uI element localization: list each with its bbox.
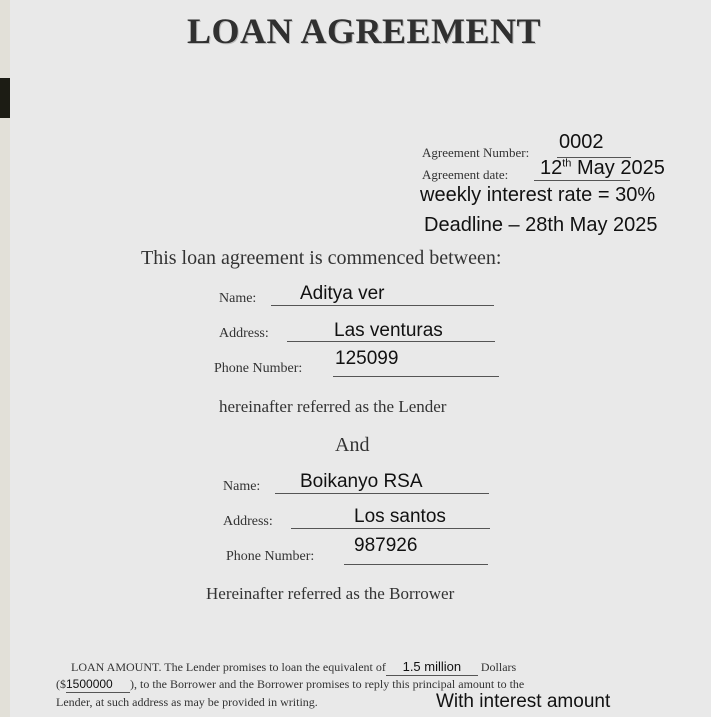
loan-amount-text-1: The Lender promises to loan the equivalent of [164, 660, 386, 674]
agreement-date-label: Agreement date: [422, 167, 509, 182]
borrower-address-line [291, 528, 490, 529]
loan-amount-paren: ($ [56, 677, 66, 691]
intro-text: This loan agreement is commenced between: [141, 247, 502, 269]
agreement-date-suffix: th [562, 157, 572, 170]
lender-name-value: Aditya ver [300, 283, 385, 304]
loan-amount-heading: LOAN AMOUNT. [71, 660, 162, 674]
lender-name-label: Name: [219, 291, 257, 306]
agreement-date-value [540, 157, 665, 180]
borrower-address-label: Address: [223, 514, 273, 529]
loan-amount-text-2: ), to the Borrower and the Borrower promises to reply this principal amount to the [130, 677, 525, 691]
loan-amount-number: 1500000 [66, 677, 113, 691]
interest-rate-note: weekly interest rate = 30% [420, 184, 656, 206]
loan-amount-words-field [386, 659, 478, 676]
lender-address-label: Address: [219, 326, 269, 341]
agreement-date-line [534, 180, 630, 181]
borrower-name-line [275, 493, 489, 494]
and-text: And [335, 434, 370, 456]
loan-amount-dollars: Dollars [480, 660, 517, 674]
borrower-name-label: Name: [223, 479, 261, 494]
borrower-name-value: Boikanyo RSA [300, 471, 423, 492]
borrower-role-text: Hereinafter referred as the Borrower [206, 584, 455, 603]
interest-amount-note: With interest amount [436, 691, 611, 712]
lender-phone-label: Phone Number: [214, 361, 303, 376]
lender-name-line [271, 305, 494, 306]
loan-amount-words: 1.5 million [402, 659, 462, 674]
loan-amount-number-field [66, 677, 130, 693]
borrower-phone-label: Phone Number: [226, 549, 315, 564]
agreement-number-label: Agreement Number: [422, 145, 530, 160]
agreement-date-day: 12 [540, 157, 563, 179]
lender-address-value: Las venturas [334, 320, 443, 341]
lender-phone-value: 125099 [335, 348, 399, 369]
borrower-phone-value: 987926 [354, 535, 418, 556]
agreement-number-value: 0002 [559, 131, 604, 153]
loan-amount-line-3: Lender, at such address as may be provided in writing. [56, 695, 318, 709]
deadline-note: Deadline – 28th May 2025 [424, 214, 658, 236]
loan-amount-line-1 [71, 659, 516, 676]
left-edge-tab [0, 78, 10, 118]
borrower-phone-line [344, 564, 488, 565]
lender-phone-line [333, 376, 499, 377]
document-title: LOAN AGREEMENT [187, 11, 542, 51]
agreement-date-rest: May 2025 [571, 157, 665, 179]
borrower-address-value: Los santos [354, 506, 446, 527]
lender-role-text: hereinafter referred as the Lender [219, 397, 447, 416]
